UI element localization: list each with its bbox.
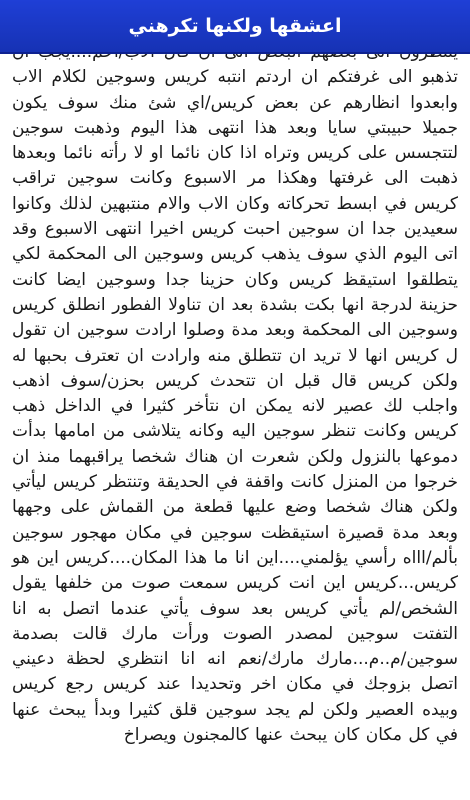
story-scroll-area[interactable] <box>0 54 470 800</box>
app-bar <box>0 0 470 54</box>
story-text: تذهبو الى غرفتكم ان اردتم انتبه كريس وسوجين لكلام الاب وابعدوا انظارهم عن بعض كريس/اي شئ منك سوف يكون جميلا حبيبتي سايا وبعد هذا انتهى هذا اليوم وذهبت سوجين لتتجسس على كريس وتراه اذا كان نائما او لا رأته نائما وبعدها ذهبت الى غرفتها وهكذا مر الاسبوع وكانت سوجين تراقب كريس في ابسط تحركاته وكان الاب والام منتبهين لذلك وكانوا سعيدين جدا ان سوجين احبت كريس اخيرا انتهى الاسبوع وقد اتى اليوم الذي سوف يذهب كريس وسوجين الى المحكمة لكي يتطلقوا استيقظ كريس وكان حزينا جدا وسوجين ايضا كانت حزينة لدرجة انها بكت بشدة بعد ان تناولا الفطور انطلق كريس وسوجين الى المحكمة وبعد مدة وصلوا ارادت سوجين ان تقول ل كريس انها لا تريد ان تتطلق منه وارادت ان تعترف بحبها له ولكن كريس قال قبل ان تتحدث كريس بحزن/سوف اذهب واجلب لك عصير لانه يمكن ان نتأخر كثيرا في الداخل ذهب كريس وكانت تنظر سوجين اليه وكانه يتلاشى من امامها بدأت دموعها بالنزول ولكن شعرت ان هناك شخصا يراقبهما منذ ان خرجوا من المنزل كانت واقفة في الحديقة وتنتظر كريس ليأتي ولكن هناك شخصا وضع عليها قطعة من القماش على وجهها وبعد مدة قصيرة استيقظت سوجين في مكان مهجور سوجين بألم/اااه رأسي يؤلمني....اين انا ما هذا المكان....كريس اين هو كريس...كريس اين انت كريس سمعت صوت من خلفها يقول الشخص/لم يأتي كريس بعد سوف يأتي عندما اتصل به انا التفتت سوجين لمصدر الصوت ورأت مارك قالت بصدمة سوجين/م..م...مارك مارك/نعم انه انا انتظري لحظة دعيني اتصل بزوجك في مكان اخر وتحديدا عند كريس رجع كريس وبيده العصير ولكن لم يجد سوجين قلق كثيرا وبدأ يبحث عنها في كل مكان كان يبحث عنها كالمجنون ويصراخ <box>12 67 458 746</box>
app-title: اعشقها ولكنها تكرهني <box>128 15 342 37</box>
